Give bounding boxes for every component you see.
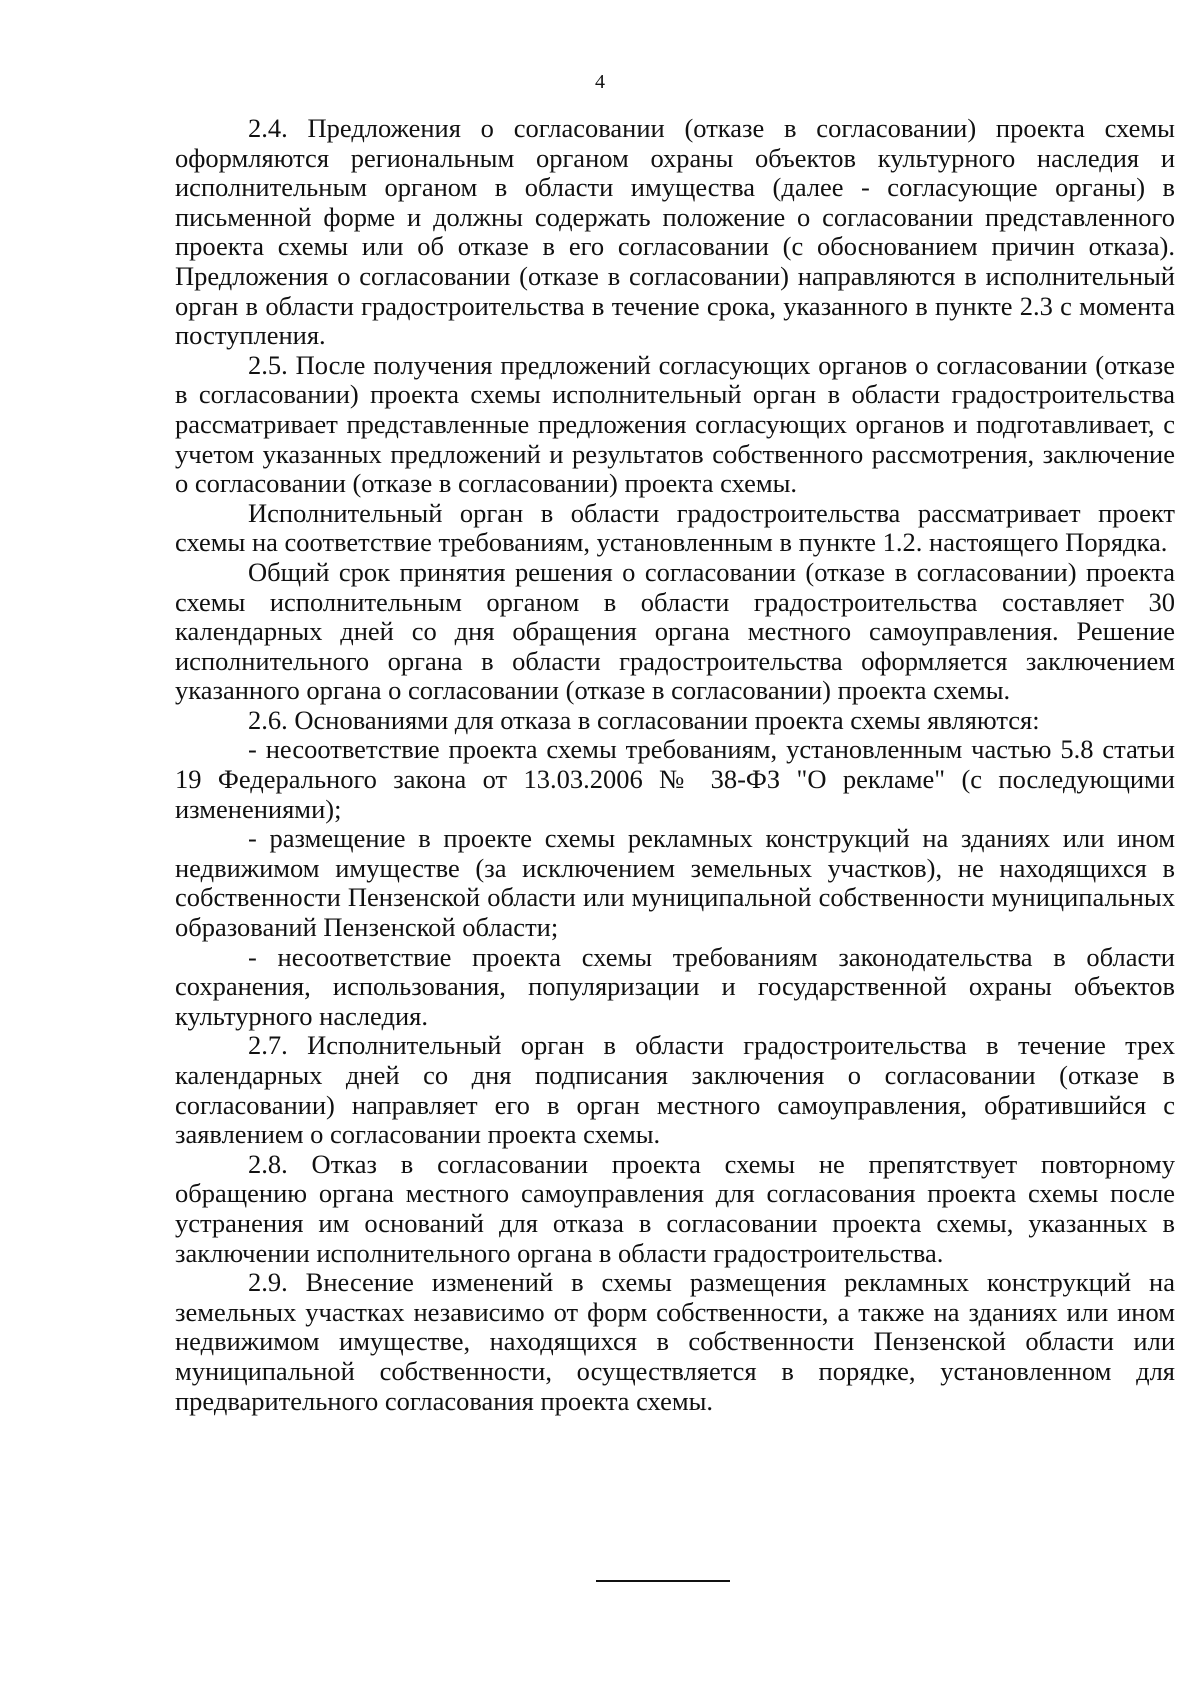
paragraph-2-9: 2.9. Внесение изменений в схемы размещения рекламных конструкций на земельных участках независимо от форм собственности, а также на зданиях или ином недвижимом имуществе, находящихся в собственности Пензенской области или муниципальной собственности, осуществляется в порядке, установленном для предварительного согласования проекта схемы.	[175, 1267, 1175, 1416]
list-item-refusal-reason-3: - несоответствие проекта схемы требованиям законодательства в области сохранения, использования, популяризации и государственной охраны объектов культурного наследия.	[175, 941, 1175, 1031]
paragraph-2-8: 2.8. Отказ в согласовании проекта схемы не препятствует повторному обращению органа местного самоуправления для согласования проекта схемы после устранения им оснований для отказа в согласовании проекта схемы, указанных в заключении исполнительного органа в области градостроительства.	[175, 1148, 1175, 1268]
paragraph-2-7: 2.7. Исполнительный орган в области градостроительства в течение трех календарных дней со дня подписания заключения о согласовании (отказе в согласовании) направляет его в орган местного самоуправления, обратившийся с заявлением о согласовании проекта схемы.	[175, 1030, 1175, 1150]
end-of-document-rule	[596, 1580, 730, 1582]
list-item-refusal-reason-2: - размещение в проекте схемы рекламных конструкций на зданиях или ином недвижимом имуществе (за исключением земельных участков), не находящихся в собственности Пензенской области или муниципальной собственности муниципальных образований Пензенской области;	[175, 823, 1175, 943]
list-item-refusal-reason-1: - несоответствие проекта схемы требованиям, установленным частью 5.8 статьи 19 Федерального закона от 13.03.2006 № 38-ФЗ "О рекламе" (с последующими изменениями);	[175, 734, 1175, 824]
paragraph-decision-term: Общий срок принятия решения о согласовании (отказе в согласовании) проекта схемы исполнительным органом в области градостроительства составляет 30 календарных дней со дня обращения органа местного самоуправления. Решение исполнительного органа в области градостроительства оформляется заключением указанного органа о согласовании (отказе в согласовании) проекта схемы.	[175, 556, 1175, 706]
paragraph-review-criteria: Исполнительный орган в области градостроительства рассматривает проект схемы на соответствие требованиям, установленным в пункте 1.2. настоящего Порядка.	[175, 497, 1175, 558]
document-body	[175, 114, 1175, 1416]
paragraph-2-5: 2.5. После получения предложений согласующих органов о согласовании (отказе в согласовании) проекта схемы исполнительный орган в области градостроительства рассматривает представленные предложения согласующих органов и подготавливает, с учетом указанных предложений и результатов собственного рассмотрения, заключение о согласовании (отказе в согласовании) проекта схемы.	[175, 349, 1175, 499]
paragraph-2-6: 2.6. Основаниями для отказа в согласовании проекта схемы являются:	[248, 704, 1040, 735]
page-number: 4	[595, 71, 605, 93]
paragraph-2-4: 2.4. Предложения о согласовании (отказе в согласовании) проекта схемы оформляются региональным органом охраны объектов культурного наследия и исполнительным органом в области имущества (далее - согласующие органы) в письменной форме и должны содержать положение о согласовании представленного проекта схемы или об отказе в его согласовании (с обоснованием причин отказа). Предложения о согласовании (отказе в согласовании) направляются в исполнительный орган в области градостроительства в течение срока, указанного в пункте 2.3 с момента поступления.	[175, 113, 1175, 351]
